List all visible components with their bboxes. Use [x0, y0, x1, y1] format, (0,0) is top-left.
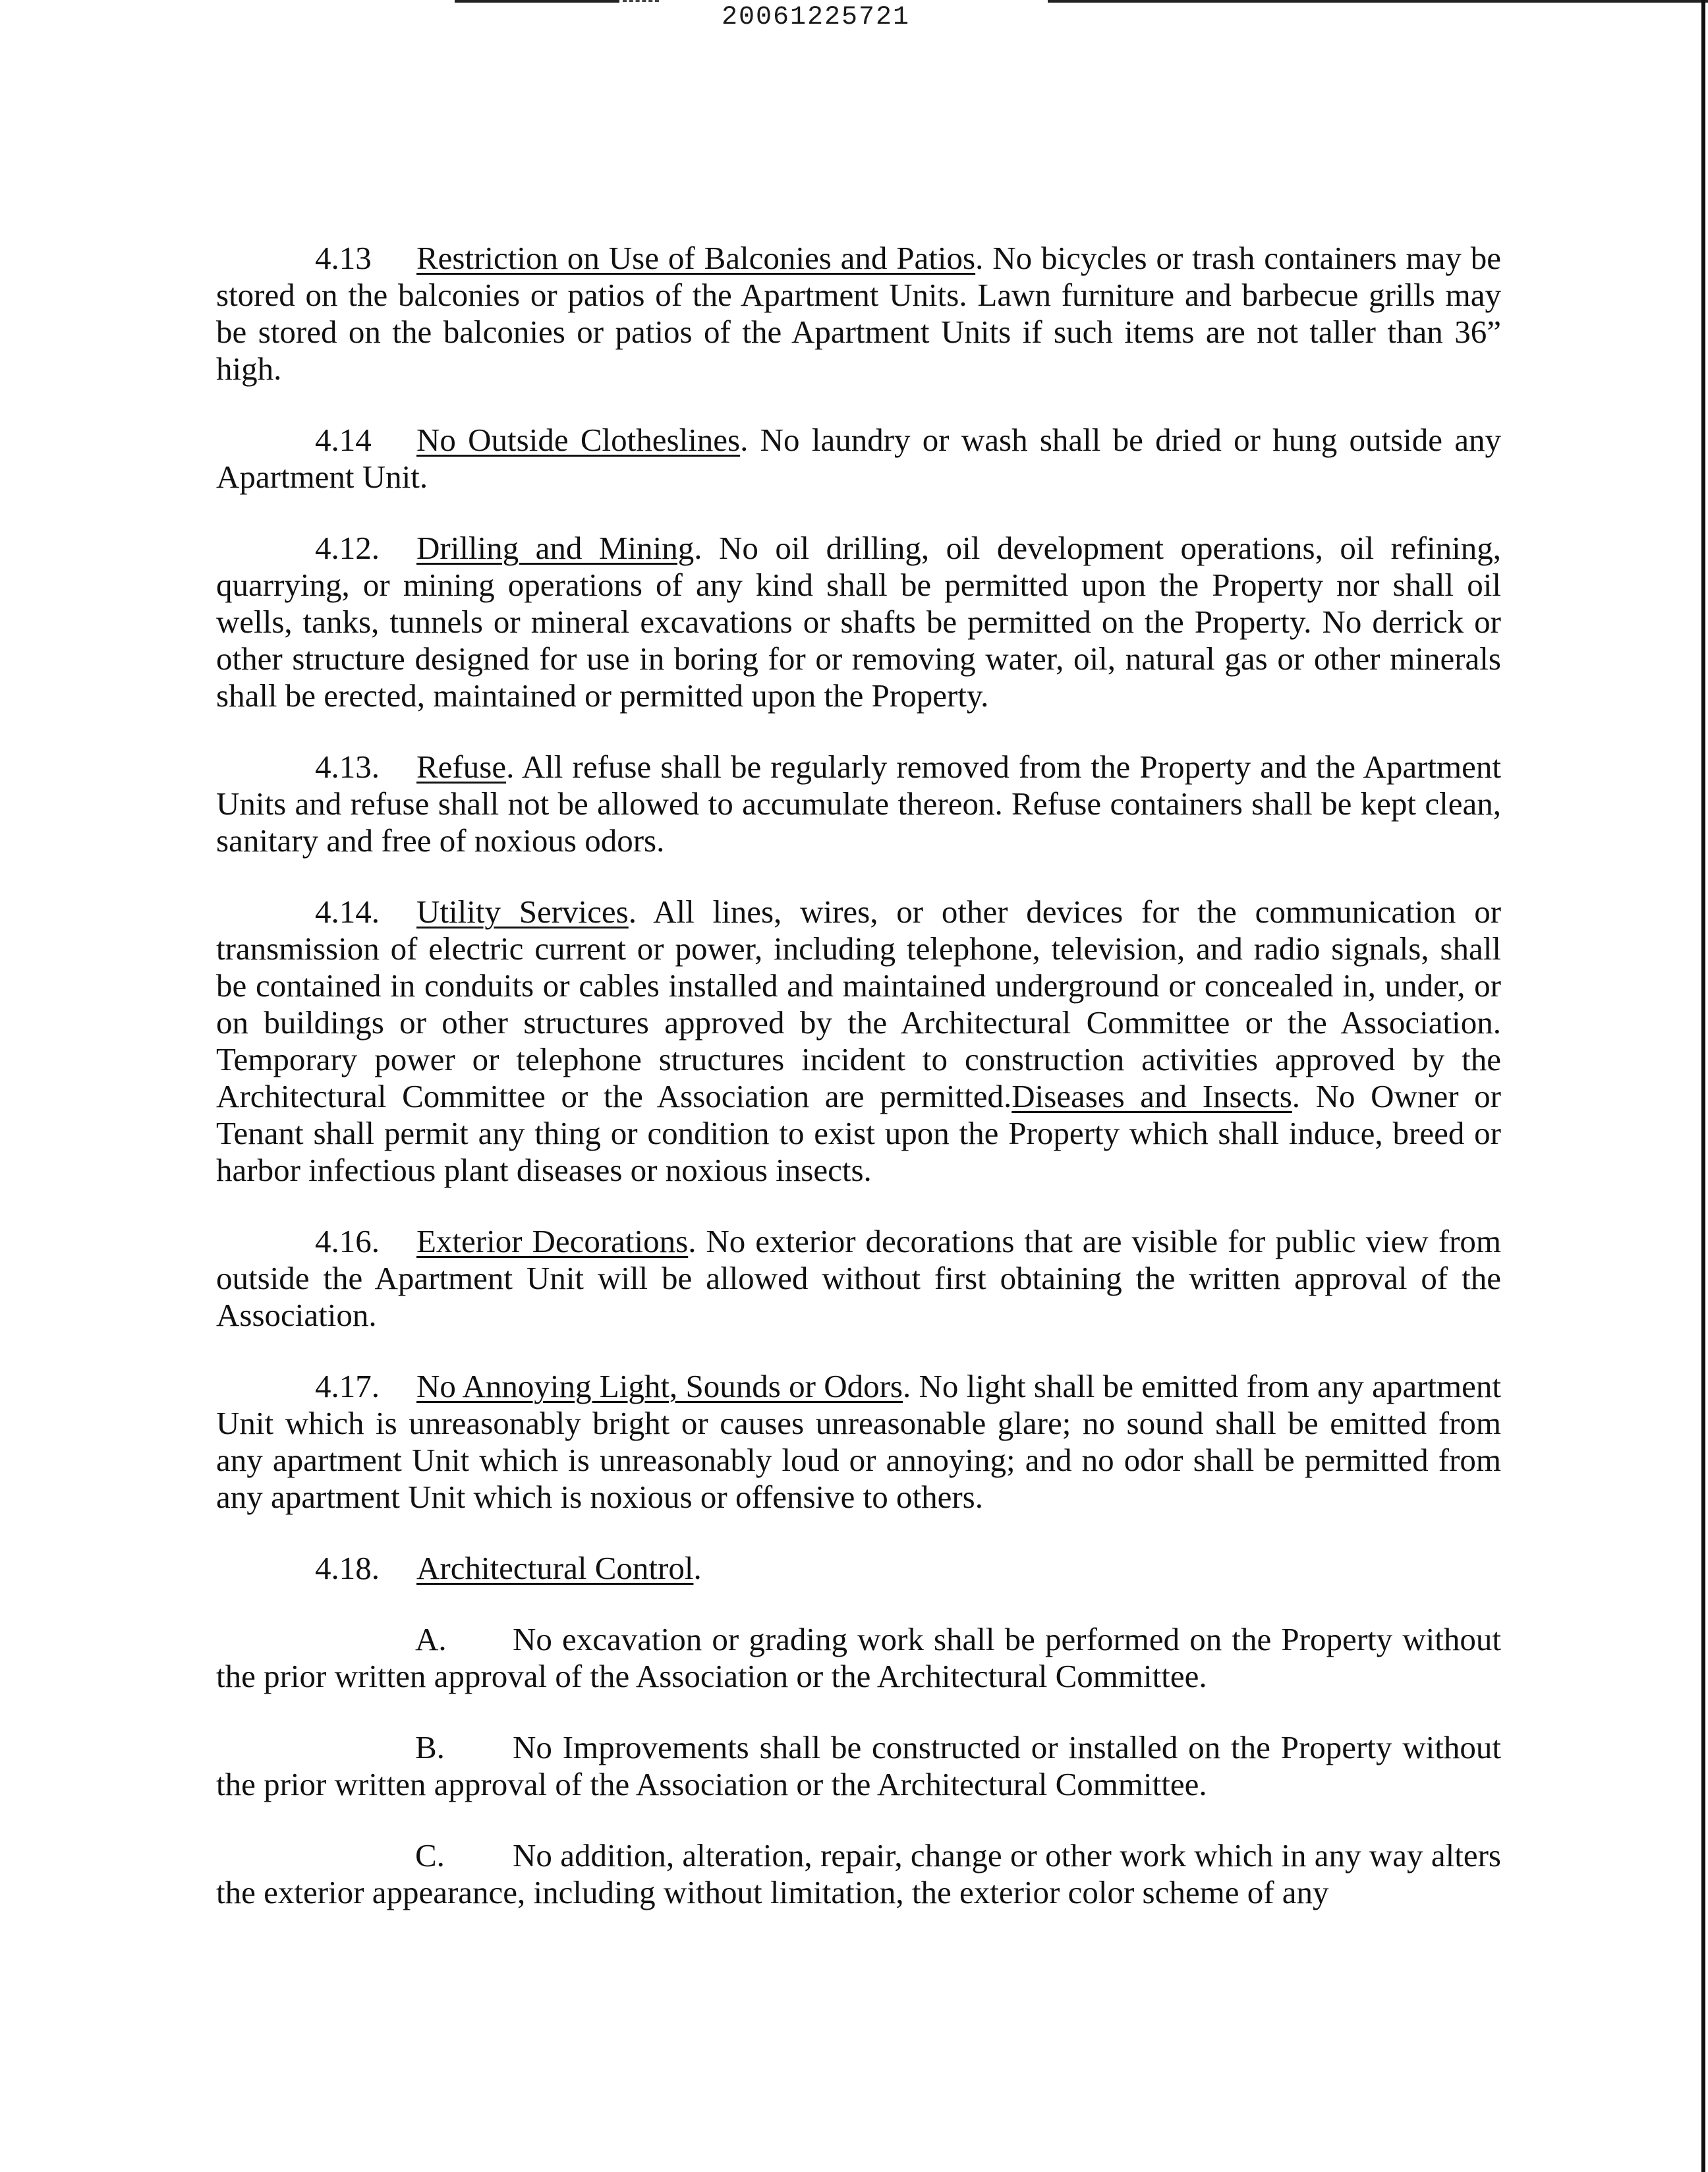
subsection-body: No addition, alteration, repair, change or other work which in any way alters the exterior appearance, including without limitation, the exterior color scheme of any	[216, 1837, 1501, 1910]
section-number: 4.13	[315, 240, 372, 276]
section-title: No Outside Clotheslines	[416, 422, 741, 458]
section-4-14-clotheslines: 4.14 No Outside Clotheslines. No laundry or wash shall be dried or hung outside any Apartment Unit.	[216, 422, 1502, 495]
section-number: 4.16.	[315, 1223, 380, 1259]
section-body: No oil drilling, oil development operations, oil refining, quarrying, or mining operations of any kind shall be permitted upon the Property nor shall oil wells, tanks, tunnels or mineral excavations or shafts be permitted on the Property. No derrick or other structure designed for use in boring for or removing water, oil, natural gas or other minerals shall be erected, maintained or permitted upon the Property.	[216, 530, 1501, 714]
section-body: All lines, wires, or other devices for the communication or transmission of electric current or power, including telephone, television, and radio signals, shall be contained in conduits or cables installed and maintained underground or concealed in, under, or on buildings or other structures approved by the Architectural Committee or the Association. Temporary power or telephone structures incident to construction activities approved by the Architectural Committee or the Association are permitted.	[216, 894, 1502, 1114]
right-scan-edge	[1701, 0, 1705, 2172]
section-number: 4.17.	[315, 1368, 380, 1404]
section-body: All refuse shall be regularly removed from the Property and the Apartment Units and refuse shall not be allowed to accumulate thereon. Refuse containers shall be kept clean, sanitary and free of noxious odors.	[216, 749, 1501, 859]
section-title: Utility Services	[416, 894, 629, 930]
subsection-c	[216, 1837, 1501, 1911]
subsection-body: No excavation or grading work shall be performed on the Property without the prior written approval of the Association or the Architectural Committee.	[216, 1621, 1501, 1694]
section-body: No bicycles or trash containers may be stored on the balconies or patios of the Apartment Units. Lawn furniture and barbecue grills may be stored on the balconies or patios of the Apartment Units if such items are not taller than 36” high.	[216, 240, 1502, 387]
section-title: Exterior Decorations	[416, 1223, 689, 1259]
subsection-letter: B.	[415, 1729, 445, 1765]
section-4-12-drilling: 4.12. Drilling and Mining. No oil drilling, oil development operations, oil refining, quarrying, or mining operations of any kind shall be permitted upon the Property nor shall oil wells, tanks, tunnels or mineral excavations or shafts be permitted on the Property. No derrick or other structure designed for use in boring for or removing water, oil, natural gas or other minerals shall be erected, maintained or permitted upon the Property.	[216, 530, 1501, 714]
subsection-body: No Improvements shall be constructed or installed on the Property without the prior written approval of the Association or the Architectural Committee.	[216, 1729, 1501, 1802]
section-4-14-utility: 4.14. Utility Services. All lines, wires, or other devices for the communication or transmission of electric current or power, including telephone, television, and radio signals, shall be contained in conduits or cables installed and maintained underground or concealed in, under, or on buildings or other structures approved by the Architectural Committee or the Association. Temporary power or telephone structures incident to construction activities approved by the Architectural Committee or the Association are permitted.Diseases and Insects. No Owner or Tenant shall permit any thing or condition to exist upon the Property which shall induce, breed or harbor infectious plant diseases or noxious insects.	[216, 894, 1502, 1188]
section-number: 4.14	[315, 422, 372, 458]
section-title: Refuse	[416, 749, 507, 785]
section-title: No Annoying Light, Sounds or Odors	[416, 1368, 903, 1404]
top-scan-rule-dots	[623, 0, 659, 4]
section-4-17-annoyances: 4.17. No Annoying Light, Sounds or Odors. No light shall be emitted from any apartment Unit which is unreasonably bright or causes unreasonable glare; no sound shall be emitted from any apartment Unit which is unreasonably loud or annoying; and no odor shall be permitted from any apartment Unit which is noxious or offensive to others.	[216, 1368, 1501, 1515]
document-number: 20061225721	[722, 3, 911, 32]
document-body	[216, 240, 1501, 1945]
section-title: Drilling and Mining	[416, 530, 695, 566]
section-4-16-decorations: 4.16. Exterior Decorations. No exterior decorations that are visible for public view from outside the Apartment Unit will be allowed without first obtaining the written approval of the Association.	[216, 1223, 1501, 1333]
section-inline-title: Diseases and Insects	[1011, 1078, 1292, 1114]
top-scan-rule-left	[455, 0, 619, 3]
section-number: 4.18.	[315, 1550, 380, 1586]
section-title: Restriction on Use of Balconies and Patios	[416, 240, 976, 276]
subsection-a	[216, 1621, 1501, 1695]
section-inline-body: No Owner or Tenant shall permit any thing or condition to exist upon the Property which shall induce, breed or harbor infectious plant diseases or noxious insects.	[216, 1078, 1501, 1188]
top-scan-rule-right	[1048, 0, 1708, 3]
subsection-letter: C.	[415, 1837, 445, 1873]
section-body: No light shall be emitted from any apartment Unit which is unreasonably bright or causes unreasonable glare; no sound shall be emitted from any apartment Unit which is unreasonably loud or annoying; and no odor shall be permitted from any apartment Unit which is noxious or offensive to others.	[216, 1368, 1501, 1515]
section-body: No laundry or wash shall be dried or hung outside any Apartment Unit.	[216, 422, 1502, 495]
subsection-letter: A.	[415, 1621, 447, 1657]
section-number: 4.12.	[315, 530, 380, 566]
section-title: Architectural Control	[416, 1550, 694, 1586]
section-number: 4.14.	[315, 894, 380, 930]
section-4-18-architectural: 4.18. Architectural Control.	[216, 1550, 1501, 1587]
section-4-13-balconies: 4.13 Restriction on Use of Balconies and Patios. No bicycles or trash containers may be stored on the balconies or patios of the Apartment Units. Lawn furniture and barbecue grills may be stored on the balconies or patios of the Apartment Units if such items are not taller than 36” high.	[216, 240, 1502, 387]
subsection-b	[216, 1729, 1501, 1803]
section-number: 4.13.	[315, 749, 380, 785]
section-4-13-refuse: 4.13. Refuse. All refuse shall be regularly removed from the Property and the Apartment Units and refuse shall not be allowed to accumulate thereon. Refuse containers shall be kept clean, sanitary and free of noxious odors.	[216, 749, 1501, 859]
section-body: No exterior decorations that are visible for public view from outside the Apartment Unit will be allowed without first obtaining the written approval of the Association.	[216, 1223, 1501, 1333]
